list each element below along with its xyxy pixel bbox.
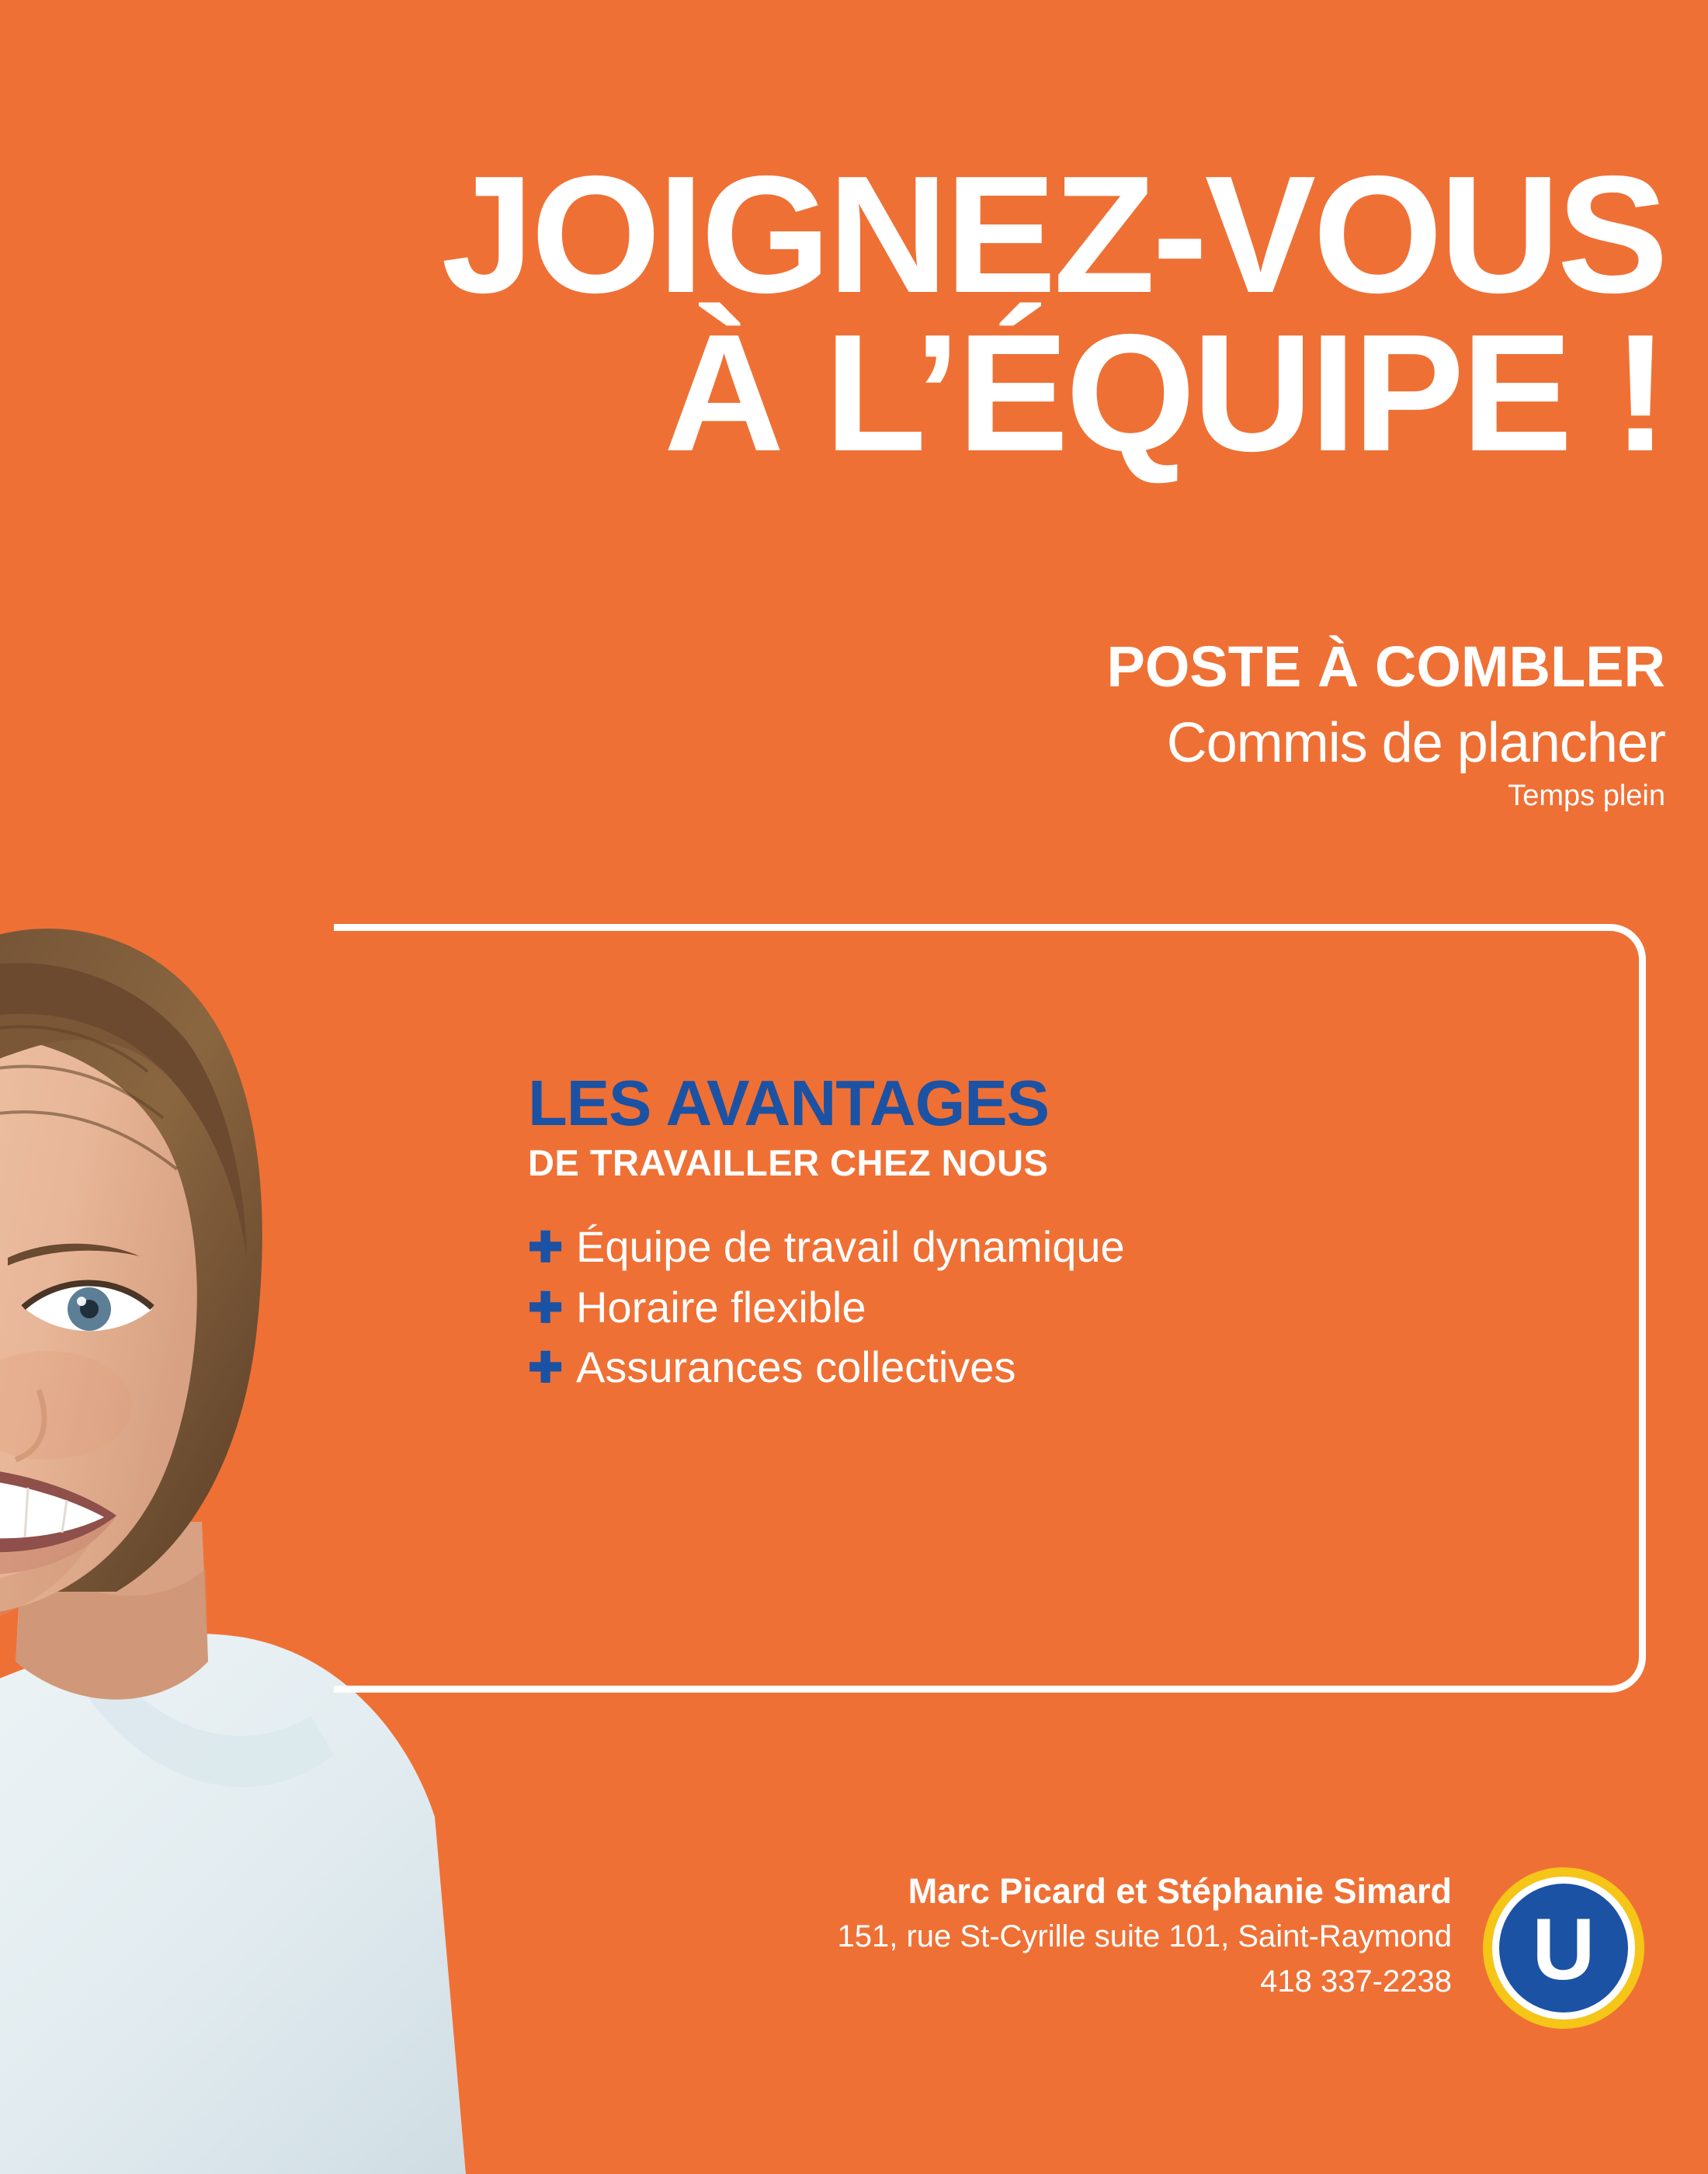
list-item [528, 1217, 1537, 1277]
list-item [528, 1337, 1537, 1398]
store-phone: 418 337-2238 [1260, 1964, 1452, 1999]
advantages-list [528, 1217, 1537, 1398]
owner-names: Marc Picard et Stéphanie Simard [908, 1870, 1452, 1911]
headline-line-2: À L’ÉQUIPE ! [664, 299, 1665, 487]
job-label: POSTE À COMBLER [1106, 634, 1665, 699]
contact-footer [365, 1870, 1452, 2002]
list-item-label: Horaire flexible [576, 1282, 866, 1332]
plus-icon: ✚ [528, 1224, 564, 1271]
list-item-label: Équipe de travail dynamique [576, 1222, 1125, 1271]
job-block [578, 634, 1665, 814]
advantages-title: LES AVANTAGES [528, 1067, 1050, 1139]
advantages-content [528, 1067, 1537, 1398]
advantages-box [334, 924, 1646, 1693]
store-address: 151, rue St-Cyrille suite 101, Saint-Raymond [837, 1919, 1452, 1953]
logo-letter: U [1532, 1901, 1595, 1998]
job-title: Commis de plancher [1166, 711, 1665, 774]
plus-icon: ✚ [528, 1345, 564, 1392]
advantages-subtitle: DE TRAVAILLER CHEZ NOUS [528, 1142, 1049, 1183]
uniprix-logo [1481, 1866, 1646, 2030]
plus-icon: ✚ [528, 1284, 564, 1332]
job-schedule: Temps plein [1508, 780, 1665, 813]
list-item [528, 1277, 1537, 1338]
list-item-label: Assurances collectives [576, 1342, 1016, 1392]
headline [0, 141, 1665, 487]
headline-line-1: JOIGNEZ-VOUS [441, 141, 1665, 328]
